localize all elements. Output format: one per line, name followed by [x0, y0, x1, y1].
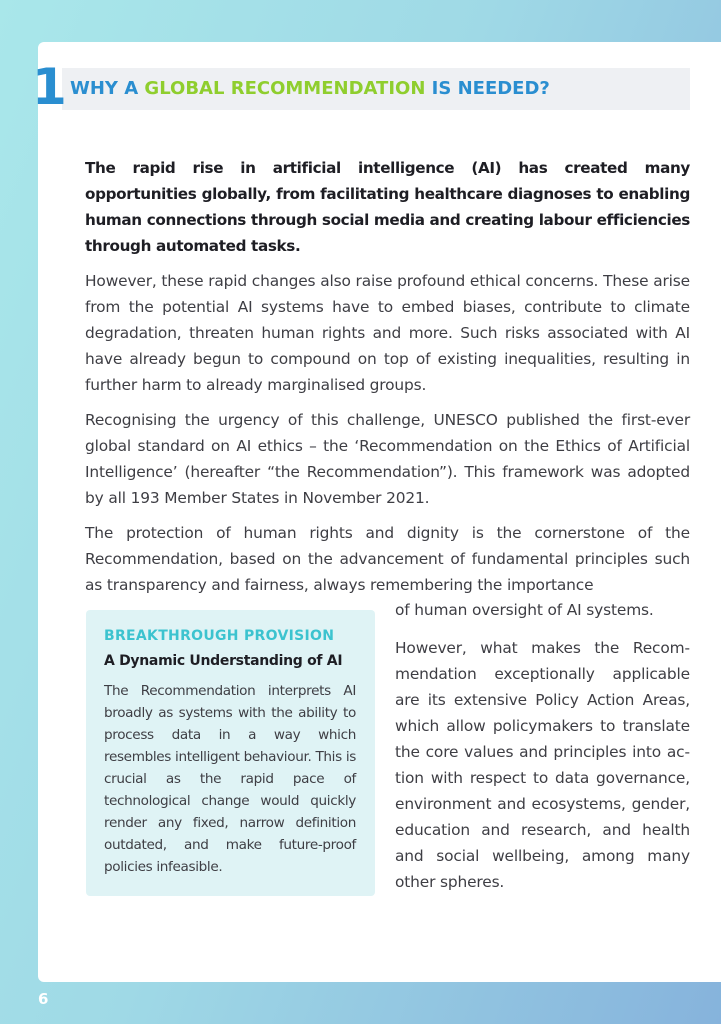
section-header [32, 58, 690, 116]
breakthrough-provision-box [86, 610, 375, 896]
body-paragraph: However, these rapid changes also raise profound ethical concerns. These arise from the potential AI systems have to embed biases, contribute to climate degradation, threaten human rights and more. Such risks associated with AI have already begun to compound on top of existing inequalities, resulting in further harm to already marginalised groups. [85, 272, 690, 394]
section-title-before: WHY A [70, 78, 145, 99]
sidebar-heading: A Dynamic Understanding of AI [104, 653, 343, 669]
page-number: 6 [38, 990, 49, 1008]
section-title-after: IS NEEDED? [425, 78, 550, 99]
body-paragraph: Recognising the urgency of this challenge, UNESCO published the first-ever global standard on AI ethics – the ‘Recommendation on the Ethics of Artificial Intelligence’ (hereafter “the Recommendation”). This framework was adopted by all 193 Member States in November 2021. [85, 411, 690, 507]
sidebar-body: The Recommendation interprets AI broadly as systems with the ability to process data in a way which resembles intelligent behaviour. This is crucial as the rapid pace of technological change would quickly render any fixed, narrow definition outdated, and make future-proof policies infeasible. [104, 683, 356, 875]
page-sheet [32, 42, 721, 982]
right-column-paragraph: However, what makes the Recommendation exceptionally applicable are its extensive Policy Action Areas, which allow policymakers to translate the core values and principles into action with respect to data governance, environment and ecosystems, gender, education and research, and health and social wellbeing, among many other spheres. [395, 639, 690, 891]
body-paragraph: The protection of human rights and dignity is the cornerstone of the Recommendation, based on the advancement of fundamental principles such as transparency and fairness, always remembering the importance [85, 524, 690, 594]
section-title-highlight: GLOBAL RECOMMENDATION [144, 78, 426, 99]
paragraph-continuation: of human oversight of AI systems. [395, 601, 654, 619]
section-title [70, 68, 550, 110]
section-number: 1 [32, 58, 65, 116]
lead-paragraph: The rapid rise in artificial intelligence (AI) has created many opportunities globally, from facilitating healthcare diagnoses to enabling human connections through social media and creating labour efficiencies through automated tasks. [85, 159, 690, 255]
sidebar-kicker: BREAKTHROUGH PROVISION [104, 628, 335, 644]
